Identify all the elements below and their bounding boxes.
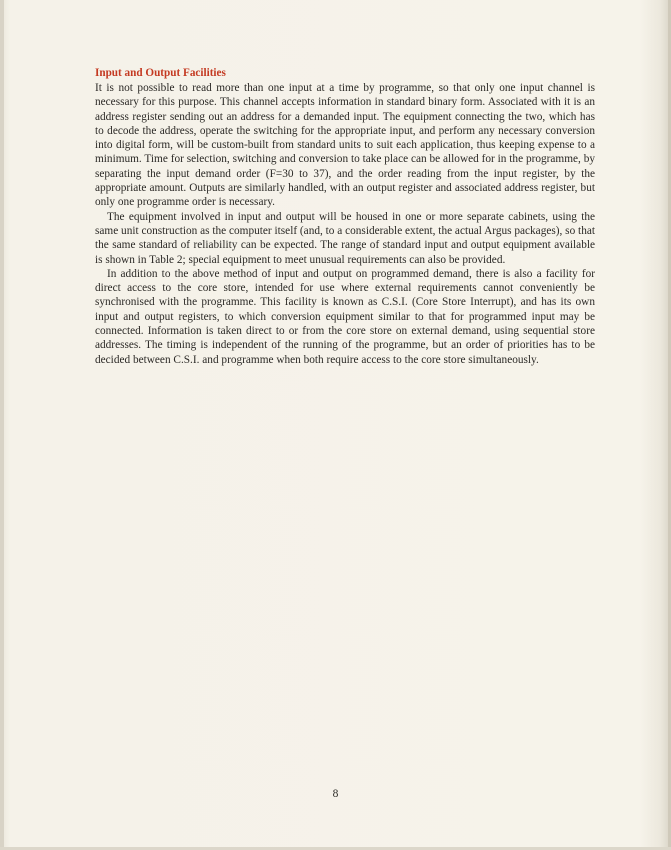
paragraph-1: It is not possible to read more than one input at a time by programme, so that only one input channel is necessary for this purpose. This channel accepts information in standard binary form. Associated with it is an address register sending out an address for a demanded input. The equipment connecting the two, which has to decode the address, operate the switching for the appropriate input, and perform any necessary conversion into digital form, will be custom-built from standard units to suit each application, thus keeping expense to a minimum. Time for selection, switching and conversion to take place can be allowed for in the programme, by separating the input demand order (F=30 to 37), and the order reading from the input register, by the appropriate amount. Outputs are similarly handled, with an output register and associated address register, but only one programme order is necessary. bbox=[95, 82, 595, 209]
page-number: 8 bbox=[332, 788, 339, 800]
section-content bbox=[95, 66, 595, 367]
page-left-edge bbox=[0, 0, 4, 850]
paragraph-3: In addition to the above method of input and output on programmed demand, there is also a facility for direct access to the core store, intended for use where external requirements cannot conveniently be synchronised with the programme. This facility is known as C.S.I. (Core Store Interrupt), and has its own input and output registers, to which conversion equipment similar to that for programmed input may be connected. Information is taken direct to or from the core store on external demand, using sequential store addresses. The timing is independent of the running of the programme, but an order of priorities has to be decided between C.S.I. and programme when both require access to the core store simultaneously. bbox=[95, 267, 595, 366]
section-heading: Input and Output Facilities bbox=[95, 67, 226, 79]
paragraph-2: The equipment involved in input and output will be housed in one or more separate cabinets, using the same unit construction as the computer itself (and, to a considerable extent, the actual Argus packages), so that the same standard of reliability can be expected. The range of standard input and output equipment available is shown in Table 2; special equipment to meet unusual requirements can also be provided. bbox=[95, 210, 595, 266]
